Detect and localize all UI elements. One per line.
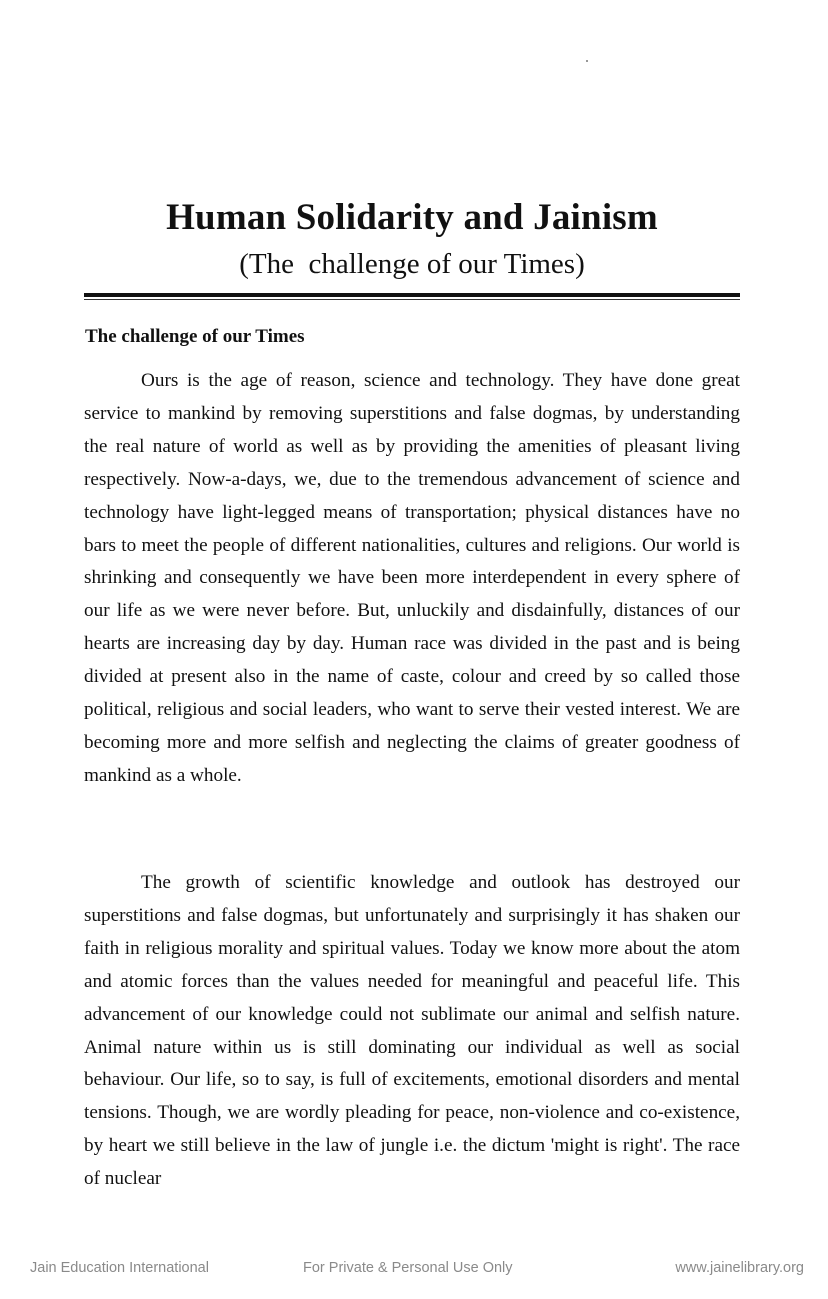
page-subtitle: (The challenge of our Times) — [239, 248, 585, 280]
footer-publisher: Jain Education International — [30, 1260, 209, 1276]
body-paragraph-1: Ours is the age of reason, science and technology. They have done great service to mankind by removing superstitions and false dogmas, by understanding the real nature of world as well as by providing the amenities of pleasant living respectively. Now-a-days, we, due to the tremendous advancement of science and technology have light-legged means of transportation; physical distances have no bars to meet the people of different nationalities, cultures and religions. Our world is shrinking and consequently we have been more interdependent in every sphere of our life as we were never before. But, unluckily and disdainfully, distances of our hearts are increasing day by day. Human race was divided in the past and is being divided at present also in the name of caste, colour and creed by so called those political, religious and social leaders, who want to serve their vested interest. We are becoming more and more selfish and neglecting the claims of greater goodness of mankind as a whole. — [84, 370, 740, 786]
page-title: Human Solidarity and Jainism — [166, 197, 658, 238]
scan-speck — [586, 60, 588, 62]
title-rule-thin — [84, 299, 740, 300]
title-rule-thick — [84, 293, 740, 297]
footer-website: www.jainelibrary.org — [675, 1260, 804, 1276]
footer-usage-note: For Private & Personal Use Only — [303, 1260, 513, 1276]
body-paragraph-2: The growth of scientific knowledge and outlook has destroyed our superstitions and false dogmas, but unfortunately and surprisingly it has shaken our faith in religious morality and spiritual values. Today we know more about the atom and atomic forces than the values needed for meaningful and peaceful life. This advancement of our knowledge could not sublimate our animal and selfish nature. Animal nature within us is still dominating our individual as well as social behaviour. Our life, so to say, is full of excitements, emotional disorders and mental tensions. Though, we are wordly pleading for peace, non-violence and co-existence, by heart we still believe in the law of jungle i.e. the dictum 'might is right'. The race of nuclear — [84, 872, 740, 1190]
section-heading: The challenge of our Times — [85, 326, 305, 347]
